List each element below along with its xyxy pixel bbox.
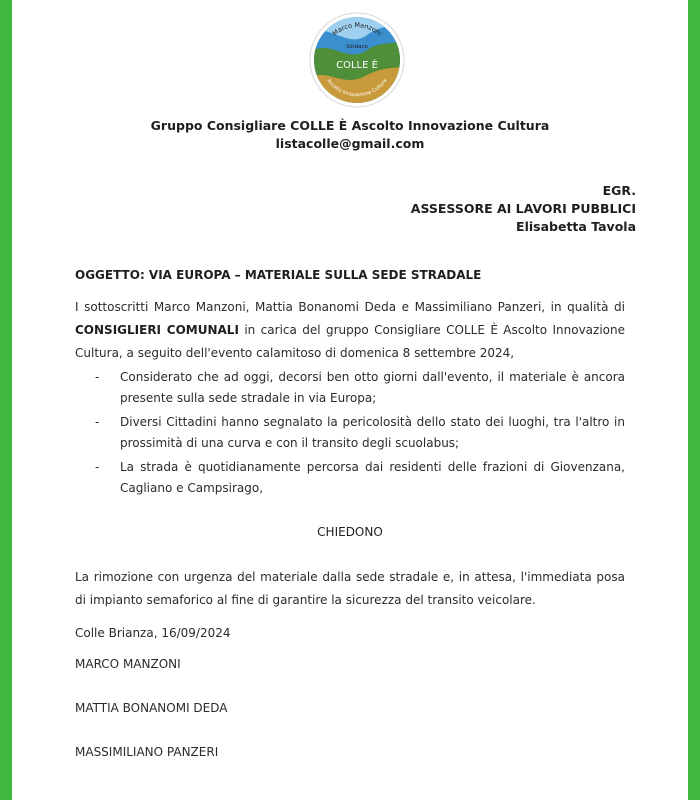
intro-text-bold: CONSIGLIERI COMUNALI [75, 323, 239, 337]
subject-line: OGGETTO: VIA EUROPA – MATERIALE SULLA SEDE STRADALE [75, 268, 482, 282]
intro-paragraph [75, 296, 625, 365]
recipient-role: ASSESSORE AI LAVORI PUBBLICI [410, 201, 636, 216]
logo-sub-text: Sindaco [346, 44, 368, 50]
list-item-text: La strada è quotidianamente percorsa dai residenti delle frazioni di Giovenzana, Cagliano e Campsirago, [120, 460, 625, 495]
list-item [75, 367, 625, 409]
recipient-name: Elisabetta Tavola [516, 219, 636, 234]
list-item-text: Diversi Cittadini hanno segnalato la pericolosità dello stato dei luoghi, tra l'altro in prossimità di una curva e con il transito degli scuolabus; [120, 415, 625, 450]
list-item-text: Considerato che ad oggi, decorsi ben otto giorni dall'evento, il materiale è ancora presente sulla sede stradale in via Europa; [120, 370, 625, 405]
signatory-3: MASSIMILIANO PANZERI [75, 745, 219, 759]
request-heading: CHIEDONO [317, 525, 383, 539]
logo-name: COLLE È [336, 60, 378, 71]
request-body: La rimozione con urgenza del materiale dalla sede stradale e, in attesa, l'immediata posa di impianto semaforico al fine di garantire la sicurezza del transito veicolare. [75, 570, 625, 607]
colle-e-logo [307, 10, 407, 110]
place-date: Colle Brianza, 16/09/2024 [75, 626, 231, 640]
list-item [75, 412, 625, 454]
list-item [75, 457, 625, 499]
intro-text-before: I sottoscritti Marco Manzoni, Mattia Bonanomi Deda e Massimiliano Panzeri, in qualità di [75, 300, 625, 314]
group-name: Gruppo Consigliare COLLE È Ascolto Innovazione Cultura [150, 118, 550, 133]
bullet-dash: - [95, 370, 100, 384]
signatory-1: MARCO MANZONI [75, 657, 181, 671]
logo-ring-text: Ascolto Innovazione Cultura [325, 77, 389, 99]
bullet-dash: - [95, 415, 100, 429]
letter-page [12, 0, 688, 800]
signatory-2: MATTIA BONANOMI DEDA [75, 701, 228, 715]
group-email: listacolle@gmail.com [275, 136, 425, 151]
logo-top-text: Marco Manzoni [330, 21, 384, 38]
considerations-list [75, 367, 625, 502]
bullet-dash: - [95, 460, 100, 474]
intro-text-after: in carica del gruppo Consigliare COLLE È Ascolto Innovazione Cultura, a seguito dell'evento calamitoso di domenica 8 settembre 2024, [75, 323, 625, 360]
recipient-salutation: EGR. [602, 183, 636, 198]
